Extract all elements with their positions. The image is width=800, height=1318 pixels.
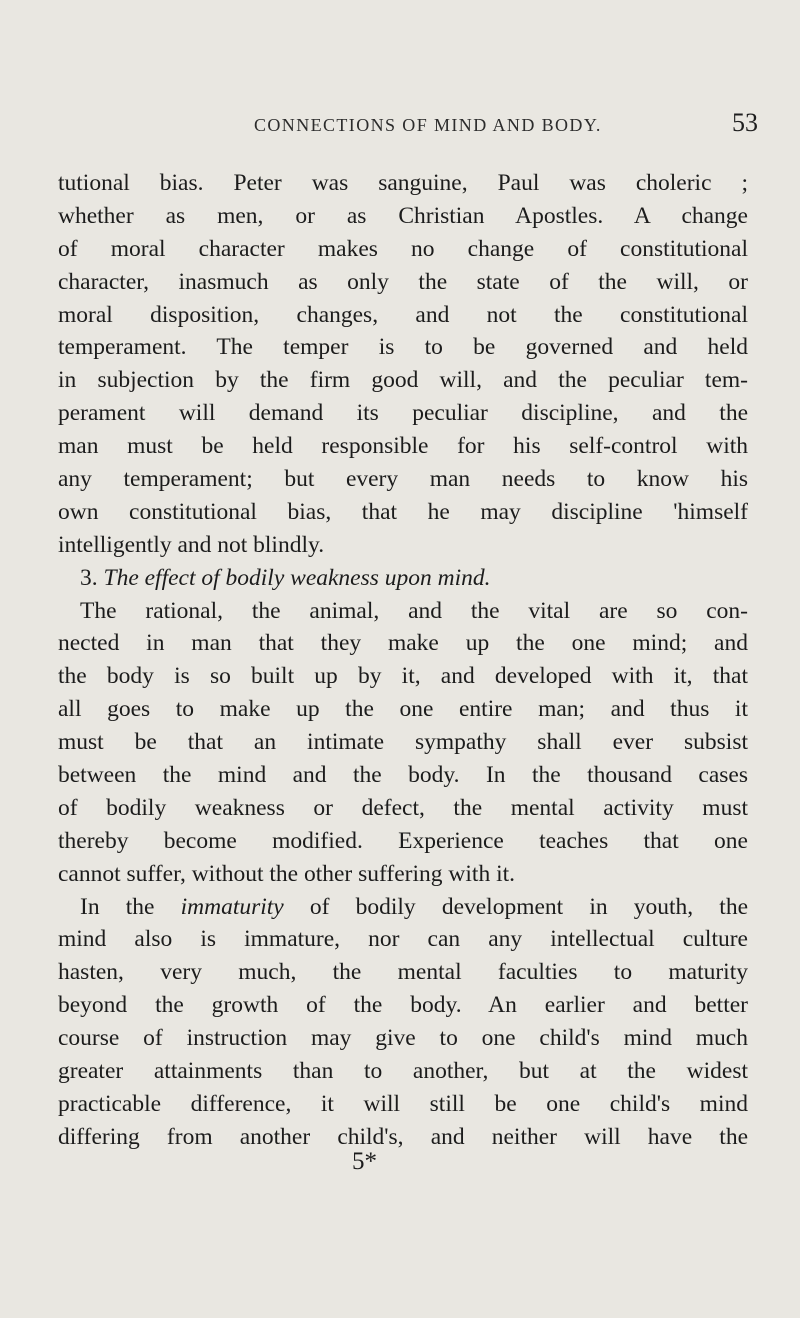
text-line: intelligently and not blindly. <box>58 531 325 558</box>
text-line: cannot suffer, without the other suffering with it. <box>58 860 515 887</box>
page-header <box>90 108 758 142</box>
text-line: character, inasmuch as only the state of the will, or <box>58 268 748 295</box>
text-line: The rational, the animal, and the vital are so con- <box>80 597 748 624</box>
running-head: CONNECTIONS OF MIND AND BODY. <box>254 115 602 135</box>
text-line: between the mind and the body. In the thousand cases <box>58 762 748 789</box>
text-line: course of instruction may give to one child's mind much <box>58 1025 748 1052</box>
text-line: must be that an intimate sympathy shall ever subsist <box>58 729 748 756</box>
text-line: of moral character makes no change of constitutional <box>58 235 748 262</box>
page-number: 53 <box>732 108 758 137</box>
text-line <box>58 891 748 924</box>
text-line: moral disposition, changes, and not the constitutional <box>58 301 748 328</box>
text-line: nected in man that they make up the one mind; and <box>58 630 748 657</box>
para-rest: of bodily development in youth, the <box>309 893 749 920</box>
text-line: differing from another child's, and neither will have the <box>58 1123 748 1150</box>
text-line: temperament. The temper is to be governed and held <box>58 334 748 361</box>
text-line: man must be held responsible for his self-control with <box>58 433 748 460</box>
text-line: practicable difference, it will still be one child's mind <box>58 1090 748 1117</box>
body-text <box>58 167 748 1154</box>
text-line: any temperament; but every man needs to know his <box>58 466 748 493</box>
text-line: whether as men, or as Christian Apostles. A change <box>58 202 748 229</box>
signature-mark: 5* <box>352 1148 377 1175</box>
section-number: 3. <box>80 564 98 591</box>
text-line: of bodily weakness or defect, the mental activity must <box>58 794 748 821</box>
text-line: tutional bias. Peter was sanguine, Paul was choleric ; <box>58 170 748 196</box>
para-lead: In the <box>80 893 155 920</box>
text-line: hasten, very much, the mental faculties to maturity <box>58 959 748 986</box>
text-line: the body is so built up by it, and developed with it, that <box>58 663 748 690</box>
emphasis-word: immaturity <box>180 893 284 920</box>
text-line: mind also is immature, nor can any intellectual culture <box>58 926 748 953</box>
section-heading <box>58 562 748 595</box>
text-line: thereby become modified. Experience teaches that one <box>58 827 748 854</box>
text-line: all goes to make up the one entire man; and thus it <box>58 696 748 723</box>
text-line: greater attainments than to another, but at the widest <box>58 1058 748 1085</box>
section-title: The effect of bodily weakness upon mind. <box>103 564 491 591</box>
text-line: perament will demand its peculiar discipline, and the <box>58 400 748 427</box>
text-line: in subjection by the firm good will, and the peculiar tem- <box>58 367 748 394</box>
text-line: own constitutional bias, that he may discipline 'himself <box>58 498 748 525</box>
text-line: beyond the growth of the body. An earlier and better <box>58 992 748 1019</box>
